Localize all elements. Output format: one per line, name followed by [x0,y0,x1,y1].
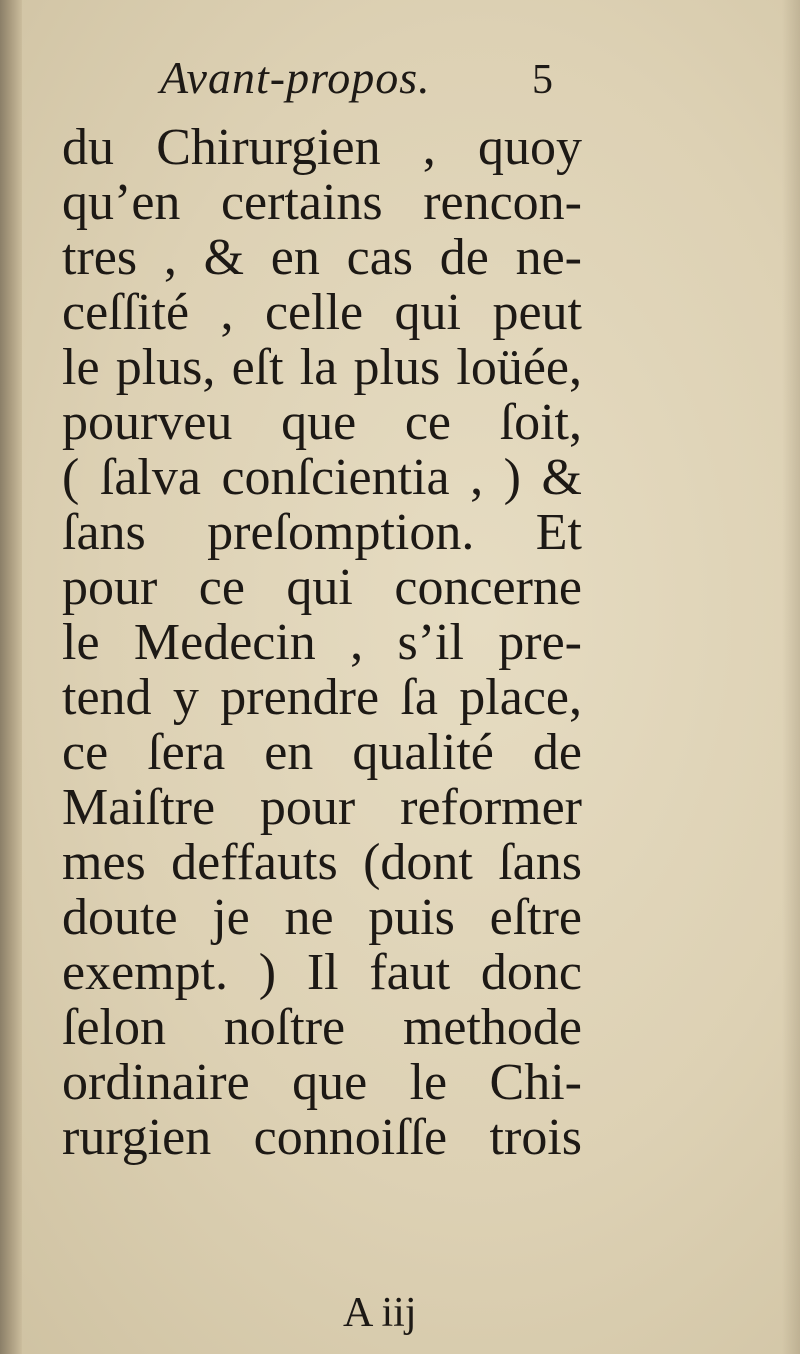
text-line: Maiſtre pour reformer [62,779,582,836]
text-line: tres , & en cas de ne- [62,229,582,286]
running-head: Avant-propos. [160,52,431,103]
text-line: ſelon noſtre methode [62,999,582,1056]
text-line: ce ſera en qualité de [62,724,582,781]
page-header [160,48,580,118]
page-number: 5 [532,57,553,103]
signature-mark: A iij [343,1290,417,1336]
text-line: ſans preſomption. Et [62,504,582,561]
text-line: du Chirurgien , quoy [62,119,582,176]
binding-gutter [0,0,22,1354]
text-line: tend y prendre ſa place, [62,669,582,726]
page-edge-shadow [782,0,800,1354]
text-line: ordinaire que le Chi- [62,1054,582,1111]
text-line: exempt. ) Il faut donc [62,944,582,1001]
text-line: mes deffauts (dont ſans [62,834,582,891]
text-line: pourveu que ce ſoit, [62,394,582,451]
text-line: ( ſalva conſcientia , ) & [62,449,582,506]
text-line: doute je ne puis eſtre [62,889,582,946]
text-line: le plus, eſt la plus loüée, [62,339,582,396]
text-line: ceſſité , celle qui peut [62,284,582,341]
text-line: qu’en certains rencon- [62,174,582,231]
text-line: le Medecin , s’il pre- [62,614,582,671]
text-line: pour ce qui concerne [62,559,582,616]
text-line: rurgien connoiſſe trois [62,1109,582,1166]
body-text [62,120,582,1165]
